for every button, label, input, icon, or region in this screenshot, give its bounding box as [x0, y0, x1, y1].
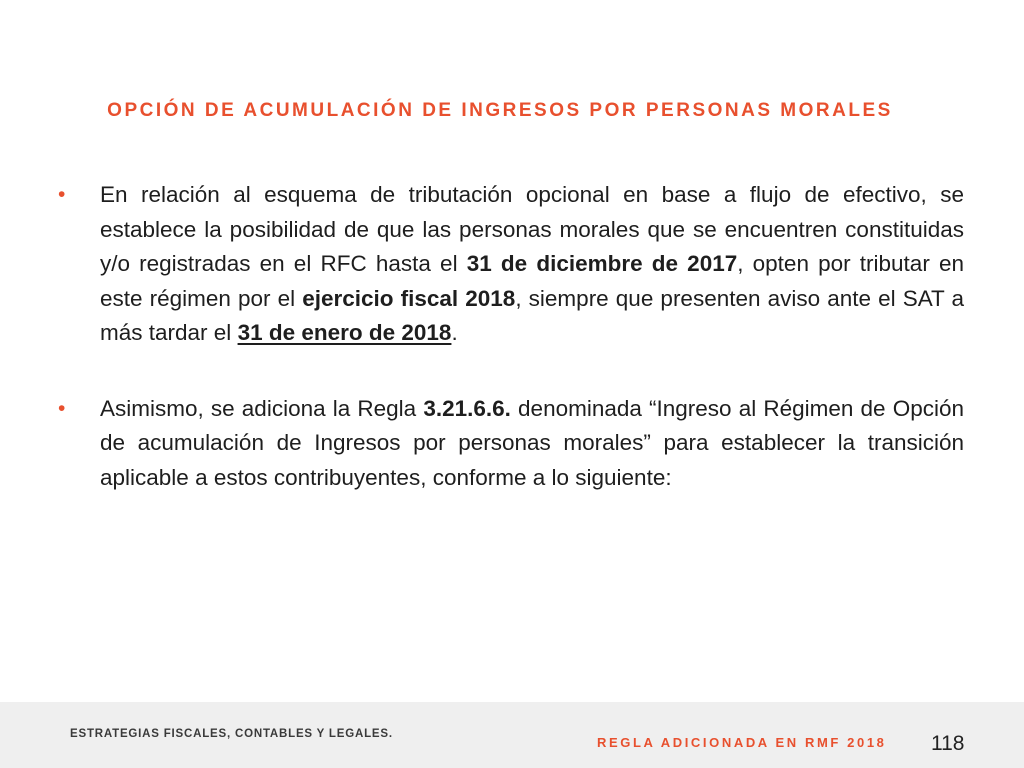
footer-company-text: ESTRATEGIAS FISCALES, CONTABLES Y LEGALES. — [70, 728, 393, 740]
slide-title: OPCIÓN DE ACUMULACIÓN DE INGRESOS POR PERSONAS MORALES — [107, 100, 893, 121]
bullet-text: En relación al esquema de tributación opcional en base a flujo de efectivo, se establece la posibilidad de que las personas morales que se encuentren constituidas y/o registradas en el RFC hasta el — [100, 182, 964, 276]
bullet-item — [58, 392, 964, 496]
page-number: 118 — [931, 732, 965, 755]
footer-section-text: REGLA ADICIONADA EN RMF 2018 — [597, 735, 887, 750]
bullet-list — [58, 178, 964, 495]
highlight-fiscal-year: ejercicio fiscal 2018 — [302, 285, 516, 311]
bullet-text: , siempre que presenten aviso ante el SAT a más tardar el — [100, 285, 964, 345]
bullet-text: . — [451, 320, 458, 345]
footer-bar — [0, 702, 1024, 768]
highlight-rule-number: 3.21.6.6. — [423, 395, 511, 421]
bullet-text: Asimismo, se adiciona la Regla — [100, 395, 424, 421]
bullet-text: denominada “Ingreso al Régimen de Opción de acumulación de Ingresos por personas morales” para establecer la transición aplicable a estos contribuyentes, conforme a lo siguiente: — [100, 395, 964, 490]
highlight-date: 31 de diciembre de 2017 — [466, 251, 738, 276]
bullet-dot-icon: • — [58, 183, 66, 206]
bullet-item — [58, 178, 964, 351]
bullet-dot-icon: • — [58, 396, 66, 420]
bullet-text: , opten por tributar en este régimen por el — [100, 251, 964, 311]
highlight-deadline: 31 de enero de 2018 — [237, 320, 452, 345]
